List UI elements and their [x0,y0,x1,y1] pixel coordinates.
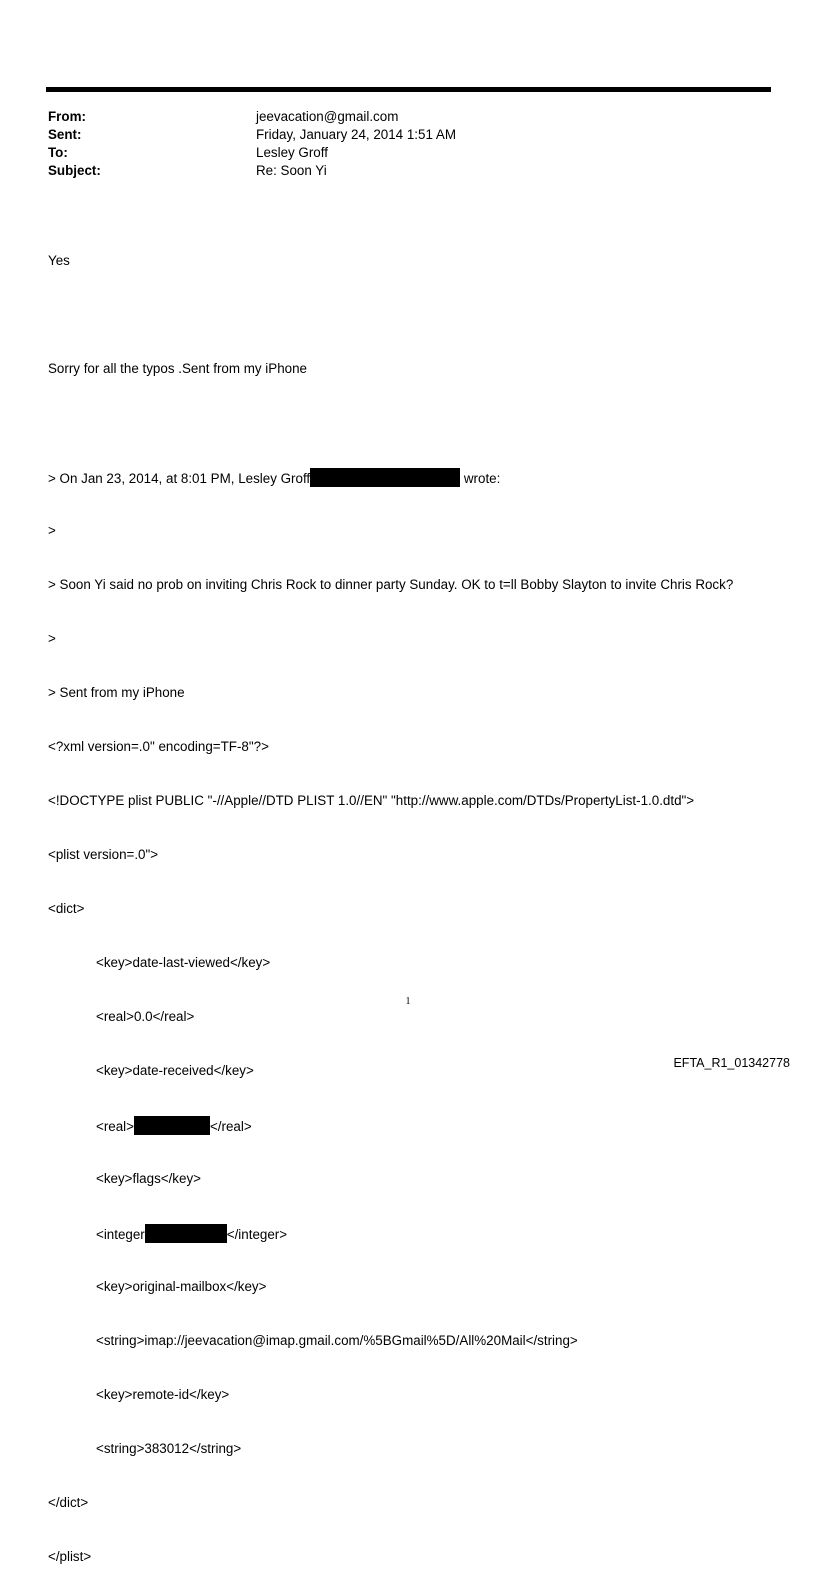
sent-value: Friday, January 24, 2014 1:51 AM [256,127,456,142]
body-line: Sorry for all the typos .Sent from my iPhone [48,361,307,376]
xml-line: <key>remote-id</key> [96,1387,230,1402]
xml-line: <real>0.0</real> [96,1009,195,1024]
xml-text: <integer [96,1227,145,1242]
xml-line: <?xml version=.0" encoding=TF-8"?> [48,739,269,754]
quote-header-line [48,468,733,486]
page-number: 1 [405,996,411,1007]
sent-label: Sent: [48,127,82,142]
body-line: Yes [48,253,70,268]
redaction-block [310,468,460,487]
quote-line: > Soon Yi said no prob on inviting Chris Rock to dinner party Sunday. OK to t=ll Bobby Slayton to invite Chris Rock? [48,577,734,592]
xml-line: <plist version=.0"> [48,847,159,862]
subject-label: Subject: [48,163,101,178]
quote-line: > Sent from my iPhone [48,685,185,700]
xml-line: <dict> [48,901,85,916]
xml-line: <string>383012</string> [96,1441,242,1456]
email-header [48,108,456,180]
xml-line: </dict> [48,1495,89,1510]
to-value: Lesley Groff [256,145,328,160]
redaction-block [145,1224,227,1243]
xml-line [48,1224,733,1242]
from-row [48,108,456,126]
subject-row [48,162,456,180]
quote-line: > [48,523,56,538]
xml-line [48,1116,733,1134]
xml-line: </plist> [48,1549,92,1564]
quote-prefix: > On Jan 23, 2014, at 8:01 PM, Lesley Groff [48,471,311,486]
xml-text: </real> [209,1119,252,1134]
quote-line: > [48,631,56,646]
from-value: jeevacation@gmail.com [256,109,399,124]
subject-value: Re: Soon Yi [256,163,327,178]
sent-row [48,126,456,144]
from-label: From: [48,109,86,124]
header-rule [46,87,771,92]
xml-line: <key>original-mailbox</key> [96,1279,267,1294]
bates-number: EFTA_R1_01342778 [673,1056,790,1070]
xml-line: <key>date-received</key> [96,1063,254,1078]
to-row [48,144,456,162]
to-label: To: [48,145,68,160]
xml-text: <real> [96,1119,134,1134]
email-body [48,216,733,1584]
xml-line: <!DOCTYPE plist PUBLIC "-//Apple//DTD PLIST 1.0//EN" "http://www.apple.com/DTDs/PropertyList-1.0.dtd"> [48,793,695,808]
xml-line: <string>imap://jeevacation@imap.gmail.com/%5BGmail%5D/All%20Mail</string> [96,1333,578,1348]
redaction-block [134,1116,210,1135]
xml-line: <key>date-last-viewed</key> [96,955,271,970]
xml-line: <key>flags</key> [96,1171,201,1186]
xml-text: </integer> [226,1227,288,1242]
quote-suffix: wrote: [460,471,501,486]
